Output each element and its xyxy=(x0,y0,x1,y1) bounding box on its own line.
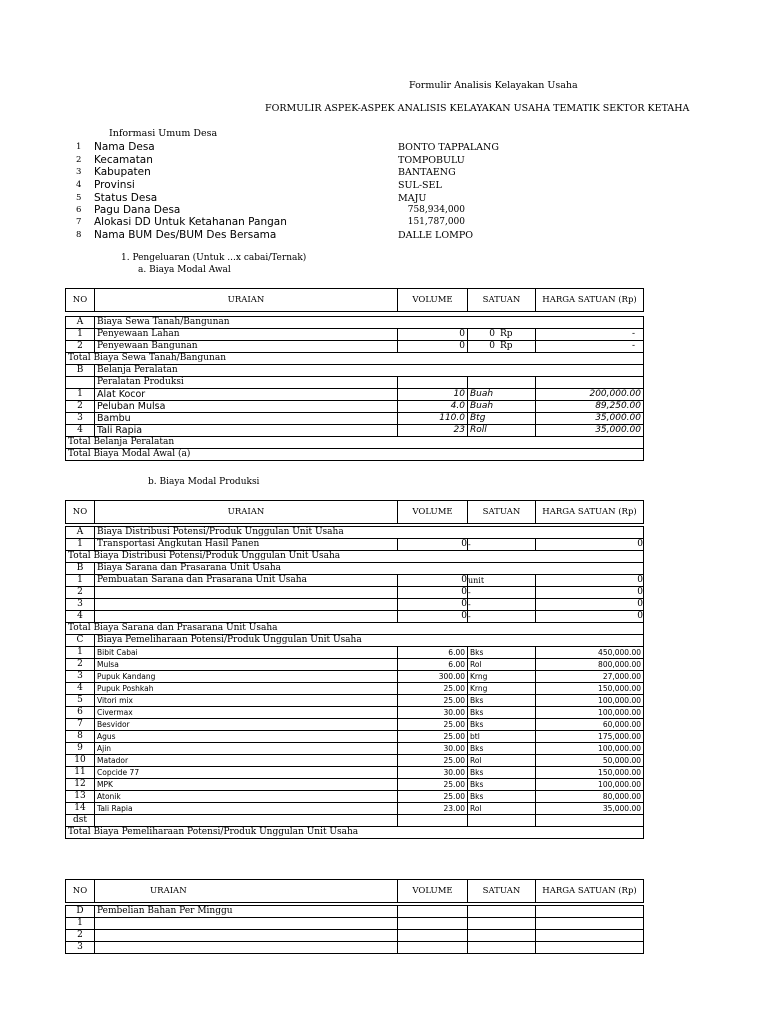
row-label: Pembuatan Sarana dan Prasarana Unit Usaha xyxy=(95,575,398,587)
row-label: Copcide 77 xyxy=(95,767,398,779)
group-code: D xyxy=(66,906,95,918)
row-volume: 23 xyxy=(398,425,468,437)
row-label: Tali Rapia xyxy=(95,803,398,815)
header-harga: HARGA SATUAN (Rp) xyxy=(536,289,644,312)
row-satuan-value: 0 xyxy=(489,341,495,351)
row-volume: 25.00 xyxy=(398,755,468,767)
table-row xyxy=(66,743,644,755)
row-satuan: Bks xyxy=(468,791,536,803)
row-number: 13 xyxy=(66,791,95,803)
info-row-label: Nama BUM Des/BUM Des Bersama xyxy=(94,229,277,241)
row-volume: 0 xyxy=(398,587,468,599)
row-volume: 30.00 xyxy=(398,743,468,755)
group-code: C xyxy=(66,635,95,647)
info-row-label: Alokasi DD Untuk Ketahanan Pangan xyxy=(94,216,287,228)
row-volume: 30.00 xyxy=(398,707,468,719)
row-harga: 60,000.00 xyxy=(536,719,644,731)
row-satuan xyxy=(468,918,536,930)
row-satuan: - xyxy=(468,611,536,623)
info-row-value: 758,934,000 xyxy=(407,205,465,215)
row-number: 3 xyxy=(66,671,95,683)
row-satuan: Bks xyxy=(468,767,536,779)
row-number: 3 xyxy=(66,413,95,425)
row-volume: 23.00 xyxy=(398,803,468,815)
row-label: Pupuk Kandang xyxy=(95,671,398,683)
row-number: 5 xyxy=(66,695,95,707)
row-harga: 175,000.00 xyxy=(536,731,644,743)
header-satuan: SATUAN xyxy=(468,880,536,903)
row-satuan xyxy=(468,329,536,341)
row-satuan: Bks xyxy=(468,743,536,755)
row-volume: 25.00 xyxy=(398,683,468,695)
row-label: Peluban Mulsa xyxy=(95,401,398,413)
row-harga: 27,000.00 xyxy=(536,671,644,683)
row-label: Transportasi Angkutan Hasil Panen xyxy=(95,539,398,551)
info-row-value: BANTAENG xyxy=(398,167,456,178)
row-label xyxy=(95,599,398,611)
row-harga: 150,000.00 xyxy=(536,683,644,695)
row-volume: 6.00 xyxy=(398,659,468,671)
info-row-label: Status Desa xyxy=(94,192,158,204)
row-satuan: Krng xyxy=(468,683,536,695)
row-satuan: Krng xyxy=(468,671,536,683)
row-currency: Rp xyxy=(500,341,513,351)
row-number: 6 xyxy=(66,707,95,719)
section-b-title: b. Biaya Modal Produksi xyxy=(148,477,260,487)
row-harga: 0 xyxy=(536,587,644,599)
row-label: Matador xyxy=(95,755,398,767)
info-row-value: BONTO TAPPALANG xyxy=(398,142,499,153)
table-row xyxy=(66,425,644,437)
row-harga: 0 xyxy=(536,539,644,551)
group-label: Biaya Sewa Tanah/Bangunan xyxy=(95,317,644,329)
row-volume: 110.0 xyxy=(398,413,468,425)
row-volume: 10 xyxy=(398,389,468,401)
row-label xyxy=(95,930,398,942)
row-satuan xyxy=(468,930,536,942)
group-label: Belanja Peralatan xyxy=(95,365,644,377)
table-row xyxy=(66,918,644,930)
row-volume: 25.00 xyxy=(398,719,468,731)
table-modal-awal xyxy=(65,288,644,461)
info-row-number: 4 xyxy=(76,180,82,190)
row-number: 2 xyxy=(66,930,95,942)
row-satuan: unit xyxy=(468,575,536,587)
row-harga: 0 xyxy=(536,599,644,611)
table-row xyxy=(66,389,644,401)
table-row xyxy=(66,791,644,803)
info-row-value: DALLE LOMPO xyxy=(398,230,474,241)
row-satuan: - xyxy=(468,599,536,611)
row-volume: 0 xyxy=(398,539,468,551)
table-row xyxy=(66,707,644,719)
table-modal-produksi xyxy=(65,500,644,839)
row-harga: 35,000.00 xyxy=(536,803,644,815)
row-satuan: Bks xyxy=(468,719,536,731)
table-row xyxy=(66,647,644,659)
row-satuan: Bks xyxy=(468,707,536,719)
row-volume: 0 xyxy=(398,329,468,341)
table-row xyxy=(66,695,644,707)
row-number: 4 xyxy=(66,611,95,623)
row-number: 11 xyxy=(66,767,95,779)
row-satuan: - xyxy=(468,587,536,599)
info-row-number: 2 xyxy=(76,155,82,165)
row-number: 2 xyxy=(66,587,95,599)
group-label: Biaya Distribusi Potensi/Produk Unggulan Unit Usaha xyxy=(95,527,644,539)
row-satuan xyxy=(468,341,536,353)
row-label xyxy=(95,611,398,623)
table-row xyxy=(66,329,644,341)
row-currency: Rp xyxy=(500,329,513,339)
row-label: Agus xyxy=(95,731,398,743)
row-harga: 450,000.00 xyxy=(536,647,644,659)
table-row xyxy=(66,671,644,683)
row-number: 2 xyxy=(66,659,95,671)
row-satuan: Rol xyxy=(468,803,536,815)
row-label: Civermax xyxy=(95,707,398,719)
total-row: Total Biaya Sewa Tanah/Bangunan xyxy=(66,353,644,365)
row-label: Bambu xyxy=(95,413,398,425)
header-harga: HARGA SATUAN (Rp) xyxy=(536,880,644,903)
row-satuan: btl xyxy=(468,731,536,743)
row-label: Ajin xyxy=(95,743,398,755)
row-volume xyxy=(398,918,468,930)
table-row xyxy=(66,942,644,954)
form-subtitle: FORMULIR ASPEK-ASPEK ANALISIS KELAYAKAN USAHA TEMATIK SEKTOR KETAHA xyxy=(265,103,690,114)
row-label: Penyewaan Lahan xyxy=(95,329,398,341)
row-number: 10 xyxy=(66,755,95,767)
row-label: MPK xyxy=(95,779,398,791)
info-heading: Informasi Umum Desa xyxy=(109,128,218,139)
info-row-label: Nama Desa xyxy=(94,141,155,153)
row-harga: 100,000.00 xyxy=(536,695,644,707)
row-label xyxy=(95,918,398,930)
row-volume: 25.00 xyxy=(398,695,468,707)
table-row xyxy=(66,930,644,942)
table-row xyxy=(66,587,644,599)
row-number: 12 xyxy=(66,779,95,791)
row-satuan: Rol xyxy=(468,659,536,671)
row-satuan: Bks xyxy=(468,779,536,791)
info-row-label: Kabupaten xyxy=(94,166,151,178)
row-label: Tali Rapia xyxy=(95,425,398,437)
row-volume: 4.0 xyxy=(398,401,468,413)
row-volume: 0 xyxy=(398,575,468,587)
info-row-number: 6 xyxy=(76,205,82,215)
row-satuan: Btg xyxy=(468,413,536,425)
row-label: Mulsa xyxy=(95,659,398,671)
total-row: Total Belanja Peralatan xyxy=(66,437,644,449)
header-uraian: URAIAN xyxy=(95,880,398,903)
total-row: Total Biaya Distribusi Potensi/Produk Unggulan Unit Usaha xyxy=(66,551,644,563)
row-label xyxy=(95,587,398,599)
row-satuan: - xyxy=(468,539,536,551)
table-row xyxy=(66,413,644,425)
info-row-value: SUL-SEL xyxy=(398,180,442,191)
total-row: Total Biaya Modal Awal (a) xyxy=(66,449,644,461)
header-volume: VOLUME xyxy=(398,501,468,524)
header-uraian: URAIAN xyxy=(95,289,398,312)
header-no: NO xyxy=(66,501,95,524)
group-code: A xyxy=(66,317,95,329)
header-uraian: URAIAN xyxy=(95,501,398,524)
row-volume: 6.00 xyxy=(398,647,468,659)
row-harga: 35,000.00 xyxy=(536,413,644,425)
row-harga: - xyxy=(536,329,644,341)
row-label: Alat Kocor xyxy=(95,389,398,401)
row-volume: 0 xyxy=(398,341,468,353)
row-harga: 100,000.00 xyxy=(536,743,644,755)
table-row xyxy=(66,719,644,731)
table-row xyxy=(66,683,644,695)
info-row-number: 8 xyxy=(76,230,82,240)
row-satuan: Buah xyxy=(468,389,536,401)
row-harga: 35,000.00 xyxy=(536,425,644,437)
row-number: 4 xyxy=(66,683,95,695)
row-volume: 25.00 xyxy=(398,731,468,743)
info-row-value: MAJU xyxy=(398,193,427,204)
table-row xyxy=(66,779,644,791)
info-row-value: 151,787,000 xyxy=(407,217,465,227)
row-label: Bibit Cabai xyxy=(95,647,398,659)
row-satuan-value: 0 xyxy=(489,329,495,339)
group-label: Biaya Sarana dan Prasarana Unit Usaha xyxy=(95,563,644,575)
row-harga: - xyxy=(536,341,644,353)
row-number: 3 xyxy=(66,942,95,954)
form-title: Formulir Analisis Kelayakan Usaha xyxy=(409,80,578,91)
header-no: NO xyxy=(66,880,95,903)
row-number: 2 xyxy=(66,401,95,413)
table-row xyxy=(66,611,644,623)
section-title: 1. Pengeluaran (Untuk ...x cabai/Ternak) xyxy=(121,253,307,263)
row-harga: 150,000.00 xyxy=(536,767,644,779)
row-satuan xyxy=(468,942,536,954)
header-no: NO xyxy=(66,289,95,312)
info-row-number: 1 xyxy=(76,142,82,152)
row-harga: 50,000.00 xyxy=(536,755,644,767)
row-volume: 0 xyxy=(398,599,468,611)
header-harga: HARGA SATUAN (Rp) xyxy=(536,501,644,524)
table-row xyxy=(66,539,644,551)
header-volume: VOLUME xyxy=(398,289,468,312)
row-label: Atonik xyxy=(95,791,398,803)
group-code: B xyxy=(66,563,95,575)
row-volume: 30.00 xyxy=(398,767,468,779)
row-number: 4 xyxy=(66,425,95,437)
row-label: Besvidor xyxy=(95,719,398,731)
header-satuan: SATUAN xyxy=(468,289,536,312)
total-row: Total Biaya Pemeliharaan Potensi/Produk Unggulan Unit Usaha xyxy=(66,827,644,839)
row-satuan: Rol xyxy=(468,755,536,767)
row-harga xyxy=(536,942,644,954)
section-a-title: a. Biaya Modal Awal xyxy=(138,265,231,275)
row-number: 1 xyxy=(66,329,95,341)
row-number: 1 xyxy=(66,575,95,587)
row-harga xyxy=(536,930,644,942)
row-harga: 100,000.00 xyxy=(536,707,644,719)
row-harga: 89,250.00 xyxy=(536,401,644,413)
row-number: 2 xyxy=(66,341,95,353)
row-volume xyxy=(398,942,468,954)
row-label: Pupuk Poshkah xyxy=(95,683,398,695)
row-number: 1 xyxy=(66,539,95,551)
row-satuan: Bks xyxy=(468,695,536,707)
row-number: 14 xyxy=(66,803,95,815)
row-label xyxy=(95,942,398,954)
header-volume: VOLUME xyxy=(398,880,468,903)
row-volume: 0 xyxy=(398,611,468,623)
info-row-label: Kecamatan xyxy=(94,154,153,166)
subgroup-label: Peralatan Produksi xyxy=(95,377,398,389)
table-row xyxy=(66,731,644,743)
row-harga: 0 xyxy=(536,575,644,587)
group-code: B xyxy=(66,365,95,377)
table-row xyxy=(66,803,644,815)
row-satuan: Bks xyxy=(468,647,536,659)
total-row: Total Biaya Sarana dan Prasarana Unit Usaha xyxy=(66,623,644,635)
info-row-number: 5 xyxy=(76,193,82,203)
row-number: 8 xyxy=(66,731,95,743)
group-label: Biaya Pemeliharaan Potensi/Produk Unggulan Unit Usaha xyxy=(95,635,644,647)
row-volume: 25.00 xyxy=(398,791,468,803)
row-dst: dst xyxy=(66,815,95,827)
row-label: Vitori mix xyxy=(95,695,398,707)
row-volume: 300.00 xyxy=(398,671,468,683)
table-row xyxy=(66,767,644,779)
info-row-number: 3 xyxy=(76,167,82,177)
row-satuan: Buah xyxy=(468,401,536,413)
info-row-label: Provinsi xyxy=(94,179,135,191)
row-harga xyxy=(536,918,644,930)
row-number: 1 xyxy=(66,389,95,401)
table-row xyxy=(66,659,644,671)
table-row xyxy=(66,755,644,767)
info-row-value: TOMPOBULU xyxy=(398,155,465,166)
group-code: A xyxy=(66,527,95,539)
header-satuan: SATUAN xyxy=(468,501,536,524)
row-satuan: Roll xyxy=(468,425,536,437)
row-volume xyxy=(398,930,468,942)
table-bahan-mingguan xyxy=(65,879,644,954)
table-row xyxy=(66,401,644,413)
group-label: Pembelian Bahan Per Minggu xyxy=(95,906,398,918)
row-number: 3 xyxy=(66,599,95,611)
row-harga: 200,000.00 xyxy=(536,389,644,401)
row-harga: 100,000.00 xyxy=(536,779,644,791)
row-harga: 0 xyxy=(536,611,644,623)
table-row xyxy=(66,575,644,587)
row-label: Penyewaan Bangunan xyxy=(95,341,398,353)
table-row xyxy=(66,341,644,353)
row-number: 1 xyxy=(66,918,95,930)
info-row-label: Pagu Dana Desa xyxy=(94,204,181,216)
row-number: 9 xyxy=(66,743,95,755)
row-volume: 25.00 xyxy=(398,779,468,791)
row-harga: 80,000.00 xyxy=(536,791,644,803)
row-harga: 800,000.00 xyxy=(536,659,644,671)
info-row-number: 7 xyxy=(76,217,82,227)
table-row xyxy=(66,599,644,611)
row-number: 1 xyxy=(66,647,95,659)
row-number: 7 xyxy=(66,719,95,731)
